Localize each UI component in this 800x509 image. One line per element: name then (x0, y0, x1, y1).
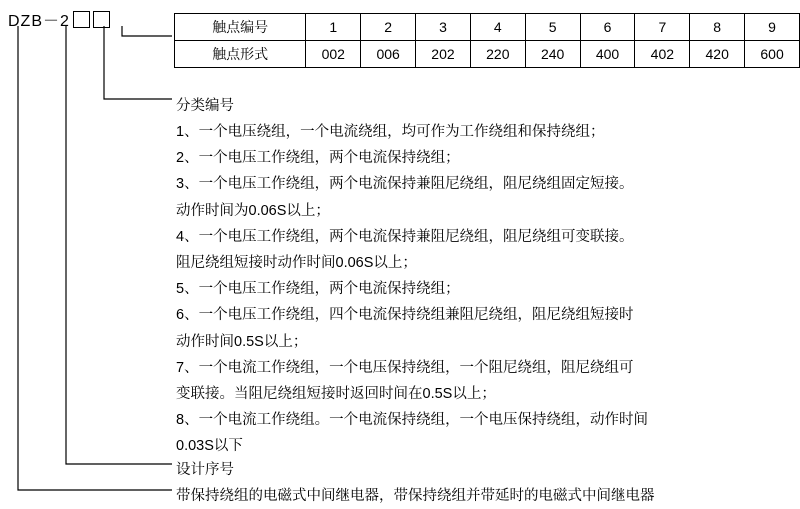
description-line: 动作时间0.5S以上； (176, 333, 308, 350)
cell-number-1: 1 (306, 14, 361, 41)
cell-number-7: 7 (635, 14, 690, 41)
description-line: 变联接。当阻尼绕组短接时返回时间在0.5S以上； (176, 386, 496, 403)
cell-form-8: 420 (690, 41, 745, 68)
row-header-contact-form: 触点形式 (175, 41, 306, 68)
category-description-list (176, 119, 648, 460)
model-code (8, 8, 110, 31)
contact-table (174, 13, 800, 68)
model-code-prefix: DZB－2 (8, 13, 70, 30)
cell-number-6: 6 (580, 14, 635, 41)
cell-form-1: 002 (306, 41, 361, 68)
description-line: 1、一个电压绕组，一个电流绕组，均可作为工作绕组和保持绕组； (176, 124, 605, 140)
description-line: 动作时间为0.06S以上； (176, 202, 330, 219)
cell-number-8: 8 (690, 14, 745, 41)
row-header-contact-number: 触点编号 (175, 14, 306, 41)
cell-form-4: 220 (470, 41, 525, 68)
cell-form-5: 240 (525, 41, 580, 68)
contact-table-wrap (174, 13, 800, 68)
description-line: 7、一个电流工作绕组，一个电压保持绕组，一个阻尼绕组，阻尼绕组可 (176, 359, 634, 376)
cell-number-3: 3 (416, 14, 471, 41)
design-number-label: 设计序号 (176, 462, 234, 478)
cell-form-9: 600 (745, 41, 800, 68)
cell-number-5: 5 (525, 14, 580, 41)
model-code-box-2[interactable] (93, 11, 110, 28)
description-line: 阻尼绕组短接时动作时间0.06S以上； (176, 255, 417, 272)
description-line: 6、一个电压工作绕组，四个电流保持绕组兼阻尼绕组，阻尼绕组短接时 (176, 307, 634, 324)
description-line: 3、一个电压工作绕组，两个电流保持兼阻尼绕组，阻尼绕组固定短接。 (176, 176, 634, 193)
description-line: 2、一个电压工作绕组，两个电流保持绕组； (176, 150, 460, 167)
description-line: 0.03S以下 (176, 438, 243, 455)
model-code-box-1[interactable] (73, 11, 90, 28)
product-type-label: 带保持绕组的电磁式中间继电器，带保持绕组并带延时的电磁式中间继电器 (176, 488, 655, 504)
description-line: 5、一个电压工作绕组，两个电流保持绕组； (176, 281, 460, 298)
cell-number-2: 2 (361, 14, 416, 41)
cell-form-7: 402 (635, 41, 690, 68)
cell-number-9: 9 (745, 14, 800, 41)
table-row (175, 14, 800, 41)
table-row (175, 41, 800, 68)
description-line: 4、一个电压工作绕组，两个电流保持兼阻尼绕组，阻尼绕组可变联接。 (176, 228, 634, 245)
description-line: 8、一个电流工作绕组。一个电流保持绕组，一个电压保持绕组，动作时间 (176, 412, 649, 429)
cell-number-4: 4 (470, 14, 525, 41)
cell-form-3: 202 (416, 41, 471, 68)
cell-form-6: 400 (580, 41, 635, 68)
cell-form-2: 006 (361, 41, 416, 68)
category-number-label: 分类编号 (176, 98, 234, 114)
